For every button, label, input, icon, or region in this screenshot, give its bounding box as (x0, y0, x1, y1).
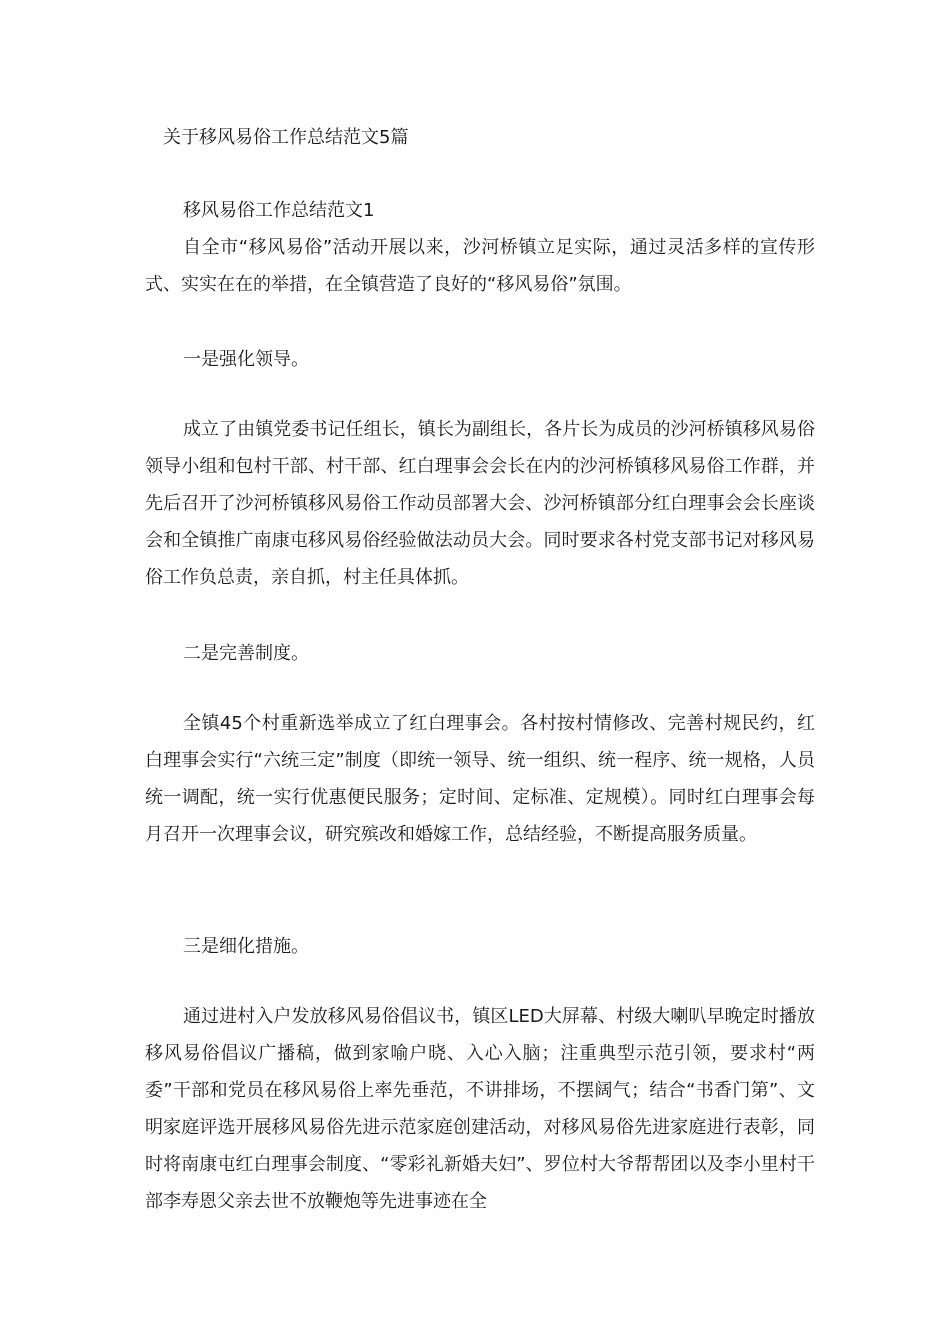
section-heading-1: 一是强化领导。 (183, 349, 309, 370)
section-body-2: 全镇45个村重新选举成立了红白理事会。各村按村情修改、完善村规民约，红白理事会实行“六统三定”制度（即统一领导、统一组织、统一程序、统一规格，人员统一调配，统一实行优惠便民服务；定时间、定标准、定规模）。同时红白理事会每月召开一次理事会议，研究殡改和婚嫁工作，总结经验，不断提高服务质量。 (145, 713, 815, 845)
document-subtitle: 移风易俗工作总结范文1 (183, 200, 375, 221)
section-heading-3: 三是细化措施。 (183, 936, 309, 957)
section-heading-2: 二是完善制度。 (183, 643, 309, 664)
section-body-1: 成立了由镇党委书记任组长，镇长为副组长，各片长为成员的沙河桥镇移风易俗领导小组和包村干部、村干部、红白理事会会长在内的沙河桥镇移风易俗工作群，并先后召开了沙河桥镇移风易俗工作动员部署大会、沙河桥镇部分红白理事会会长座谈会和全镇推广南康屯移风易俗经验做法动员大会。同时要求各村党支部书记对移风易俗工作负总责，亲自抓，村主任具体抓。 (145, 419, 815, 588)
document-title: 关于移风易俗工作总结范文5篇 (163, 127, 409, 148)
section-body-3: 通过进村入户发放移风易俗倡议书，镇区LED大屏幕、村级大喇叭早晚定时播放移风易俗倡议广播稿，做到家喻户晓、入心入脑；注重典型示范引领，要求村“两委”干部和党员在移风易俗上率先垂范，不讲排场，不摆阔气；结合“书香门第”、文明家庭评选开展移风易俗先进示范家庭创建活动，对移风易俗先进家庭进行表彰，同时将南康屯红白理事会制度、“零彩礼新婚夫妇”、罗位村大爷帮帮团以及李小里村干部李寿恩父亲去世不放鞭炮等先进事迹在全 (145, 1006, 815, 1212)
intro-paragraph: 自全市“移风易俗”活动开展以来，沙河桥镇立足实际，通过灵活多样的宣传形式、实实在在的举措，在全镇营造了良好的“移风易俗”氛围。 (145, 237, 815, 295)
